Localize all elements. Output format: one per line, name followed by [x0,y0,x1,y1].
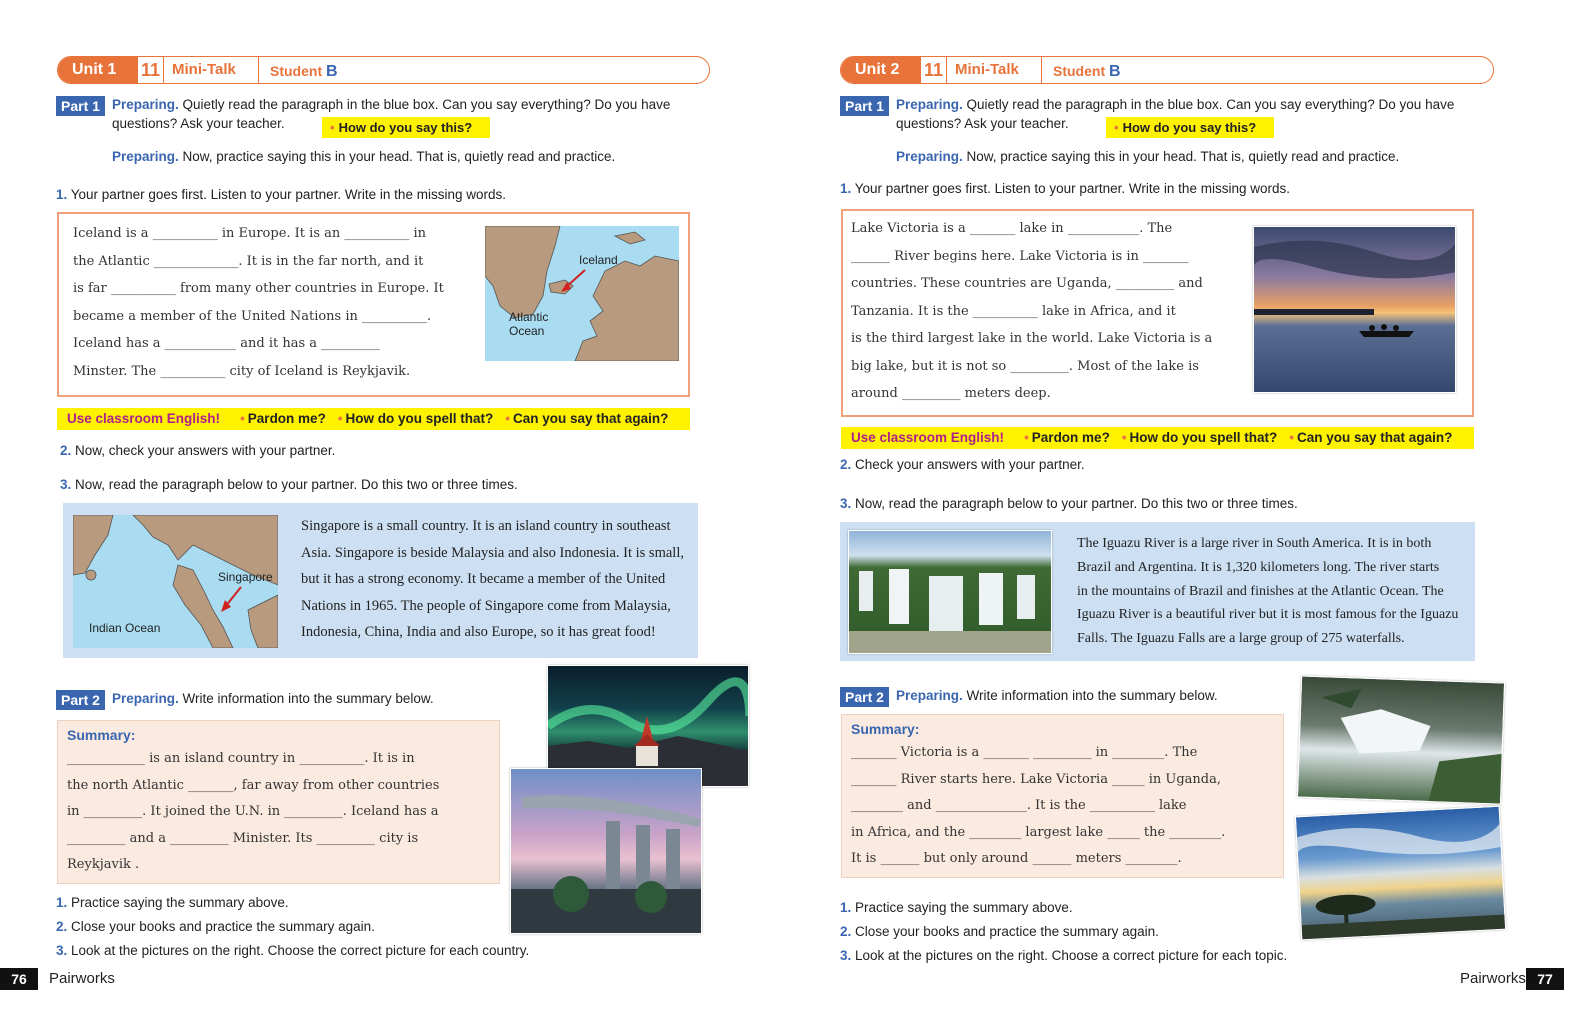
classroom-english-bar: Use classroom English! • Pardon me? • How do you spell that? • Can you say that again? [841,427,1474,449]
listening-box [57,212,690,397]
atlantic-map-label: Atlantic Ocean [509,310,549,338]
step3-instruction: 3. Now, read the paragraph below to your partner. Do this two or three times. [840,496,1298,511]
iguazu-blue-box [840,522,1475,661]
singapore-marina-photo [510,768,702,934]
unit-header [840,56,1494,84]
how-do-you-say-pill: • How do you say this? [322,117,490,138]
indian-ocean-map-label: Indian Ocean [89,621,161,635]
part2-steps: 1. Practice saying the summary above. 2. Close your books and practice the summary again. 3. Look at the pictures on the right. Choose a correct picture for each topic. [840,900,1288,963]
lesson-number: 11 [921,57,947,83]
iceland-map [485,226,679,361]
prep3-text: Preparing. Write information into the summary below. [112,691,434,706]
iguazu-falls-photo [848,530,1052,654]
student-label: Student B [270,63,338,80]
unit-header [57,56,710,84]
lesson-number: 11 [138,57,164,83]
summary-title: Summary: [851,721,920,737]
iguazu-paragraph: The Iguazu River is a large river in South America. It is in both Brazil and Argentina. It is 1,320 kilometers long. The river starts in the mountains of Brazil and finishes at the Atlantic Ocean. The Iguazu River is a beautiful river but it is most famous for the Iguazu Falls. The Iguazu Falls are a large group of 275 waterfalls. [1077,536,1459,647]
mini-talk-label: Mini-Talk [172,61,236,78]
missing-words-paragraph: Iceland is a __________ in Europe. It is an __________ in the Atlantic _____________. It is in the far north, and it is far __________ from many other countries in Europe. It became a member of the United Nations in __________. Iceland has a ___________ and it has a _________ Minster. The __________ city of Iceland is Reykjavik. [73,226,444,379]
step3-instruction: 3. Now, read the paragraph below to your partner. Do this two or three times. [60,477,518,492]
part2-badge: Part 2 [56,690,105,710]
summary-box [57,720,500,884]
unit-label: Unit 2 [841,57,921,83]
step1-instruction: 1. Your partner goes first. Listen to your partner. Write in the missing words. [840,181,1290,196]
unit-label: Unit 1 [58,57,138,83]
prep1-text: Preparing. Quietly read the paragraph in the blue box. Can you say everything? Do you have questions? Ask your teacher. [112,97,671,131]
iguazu-aerial-photo [1297,675,1505,804]
summary-title: Summary: [67,727,136,743]
lake-sunset-tree-photo [1295,806,1506,941]
singapore-paragraph: Singapore is a small country. It is an island country in southeast Asia. Singapore is beside Malaysia and also Indonesia. It is small, but it has a strong economy. It became a member of the United Nations in 1965. The people of Singapore come from Malaysia, Indonesia, China, India and also Europe, so it has great food! [301,518,684,640]
iceland-map-label: Iceland [579,253,618,267]
step2-instruction: 2. Check your answers with your partner. [840,457,1085,472]
summary-text: _______ Victoria is a _______ _________ in ________. The _______ River starts here. Lake Victoria _____ in Uganda, ________ and ______________. It is the __________ lake in Africa, and the ________ largest lake _____ the ________. It is ______ but only around ______ meters ________. [851,745,1226,866]
singapore-blue-box [63,503,698,658]
summary-box [841,714,1284,878]
prep3-text: Preparing. Write information into the summary below. [896,688,1218,703]
footer-right: Pairworks [1460,970,1526,987]
page-number-left: 76 [0,968,38,990]
classroom-english-bar: Use classroom English! • Pardon me? • How do you spell that? • Can you say that again? [57,408,690,430]
singapore-map-label: Singapore [218,570,273,584]
part2-steps: 1. Practice saying the summary above. 2. Close your books and practice the summary again. 3. Look at the pictures on the right. Choose the correct picture for each country. [56,895,530,958]
singapore-map [73,515,278,648]
summary-text: ____________ is an island country in __________. It is in the north Atlantic _______, far away from other countries in _________. It joined the U.N. in _________. Iceland has a _________ and a _________ Minister. Its _________ city is Reykjavik . [67,751,440,872]
lake-victoria-sunset-photo [1253,226,1456,393]
step1-instruction: 1. Your partner goes first. Listen to your partner. Write in the missing words. [56,187,506,202]
part2-badge: Part 2 [840,687,889,707]
part1-badge: Part 1 [840,96,889,116]
part1-badge: Part 1 [56,96,105,116]
footer-left: Pairworks [49,970,115,987]
listening-box [841,209,1474,417]
missing-words-paragraph: Lake Victoria is a _______ lake in ___________. The ______ River begins here. Lake Victoria is in _______ countries. These countries are Uganda, _________ and Tanzania. It is the __________ lake in Africa, and it is the third largest lake in the world. Lake Victoria is a big lake, but it is not so _________. Most of the lake is around _________ meters deep. [851,221,1213,401]
mini-talk-label: Mini-Talk [955,61,1019,78]
page-number-right: 77 [1526,968,1564,990]
step2-instruction: 2. Now, check your answers with your partner. [60,443,336,458]
prep1-text: Preparing. Quietly read the paragraph in the blue box. Can you say everything? Do you have questions? Ask your teacher. [896,97,1455,131]
student-label: Student B [1053,63,1121,80]
prep2-text: Preparing. Now, practice saying this in your head. That is, quietly read and practice. [112,149,616,164]
prep2-text: Preparing. Now, practice saying this in your head. That is, quietly read and practice. [896,149,1400,164]
how-do-you-say-pill: • How do you say this? [1106,117,1274,138]
